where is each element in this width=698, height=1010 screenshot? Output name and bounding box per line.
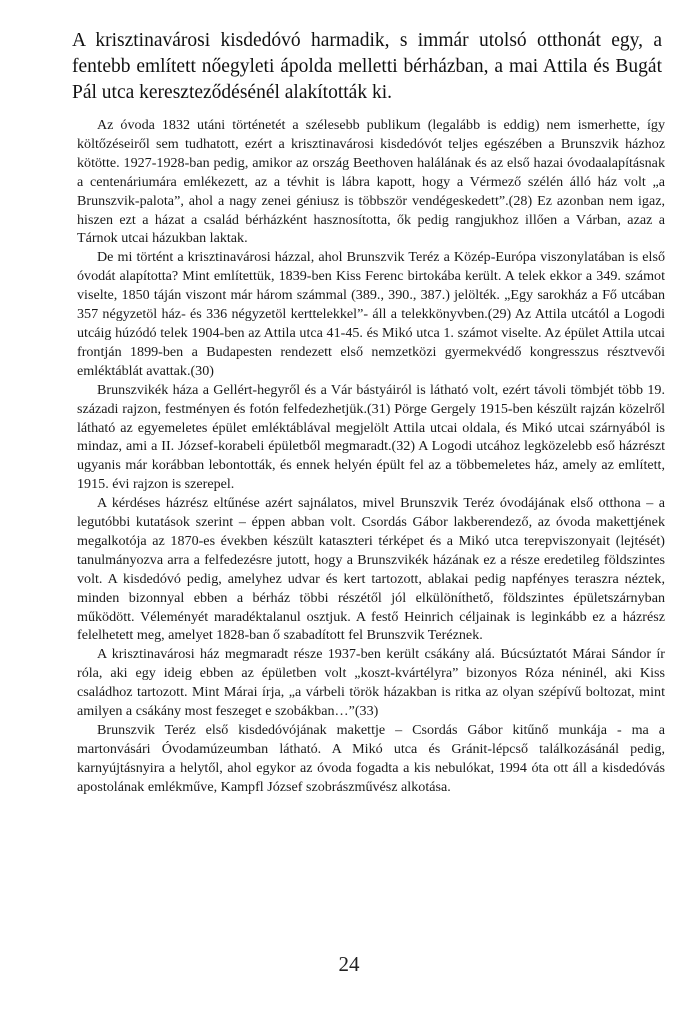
paragraph-2: De mi történt a krisztinavárosi házzal, ahol Brunszvik Teréz a Közép-Európa viszonylatában is első óvodát alapította? Mint említettük, 1839-ben Kiss Ferenc birtokába került. A telek ekkor a 349. számot viselte, 1850 táján viszont már három számmal (389., 390., 387.) jelölték. „Egy sarokház a Fő utcában 357 négyzetöl ház- és 336 négyzetöl kerttelekkel”- áll a telekkönyvben.(29) Az Attila utcától a Logodi utcáig húzódó telek 1904-ben az Attila utca 41-45. és Mikó utca 1. számot viselte. Az épület Attila utcai frontján 1899-ben a Budapesten rendezett első nemzetközi gyermekvédő kongresszus résztvevői emléktáblát avattak.(30) (77, 249, 665, 379)
page-number: 24 (338, 952, 360, 976)
paragraph-3: Brunszvikék háza a Gellért-hegyről és a Vár bástyáiról is látható volt, ezért távoli tömbjét több 19. századi rajzon, festményen és fotón felfedezhetjük.(31) Pörge Gergely 1915-ben készült rajzán közelről látható az egyemeletes épület emléktáblával megjelölt Attila utcai oldala, és Mikó utcai szárnyából is mindaz, ami a II. József-korabeli épületből megmaradt.(32) A Logodi utcához legközelebb eső házrészt ugyanis már korábban lebontották, és ennek helyén épült fel az a többemeletes ház, amely az említett, 1915. évi rajzon is szerepel. (77, 381, 665, 493)
image-caption: A krisztinavárosi kisdedóvó harmadik, s immár utolsó otthonát egy, a fentebb említett nőegyleti ápolda melletti bérházban, a mai Attila és Bugát Pál utca kereszteződésénél alakították ki. (72, 30, 662, 103)
paragraph-4: A kérdéses házrész eltűnése azért sajnálatos, mivel Brunszvik Teréz óvodájának első otthona – a legutóbbi kutatások szerint – éppen abban volt. Csordás Gábor lakberendező, az óvoda makettjének megalkotója az 1870-es években készült kataszteri térképet és a Mikó utca terepviszonyait (lejtését) tanulmányozva arra a felfedezésre jutott, hogy a Brunszvikék házának ez a része eredetileg földszintes volt. A kisdedóvó pedig, amelyhez udvar és kert tartozott, ablakai pedig napfényes teraszra néztek, minden bizonnyal ebben a bérház többi részétől jól elkülöníthető, földszintes épületszárnyban működött. Véleményét maradéktalanul osztjuk. A festő Heinrich céljainak is leginkább ez a házrész felelhetett meg, amelyet 1828-ban ő szabadított fel Brunszvik Teréznek. (77, 495, 665, 644)
body-text (77, 116, 665, 797)
paragraph-5: A krisztinavárosi ház megmaradt része 1937-ben került csákány alá. Búcsúztatót Márai Sándor ír róla, aki egy ideig ebben az épületben volt „koszt-kvártélyra” bizonyos Róza néninél, aki Kiss családhoz tartozott. Mint Márai írja, „a várbeli török házakban is ritka az olyan szépívű boltozat, mint amilyen a csákány most feszeget e szobákban…”(33) (77, 646, 665, 720)
paragraph-1: Az óvoda 1832 utáni történetét a szélesebb publikum (legalább is eddig) nem ismerhette, így költőzéseiről sem tudhatott, ezért a krisztinavárosi kisdedóvót teljes egészében a Brunszvik házhoz kötötte. 1927-1928-ban pedig, amikor az ország Beethoven halálának és az első hazai óvodaalapításnak a centenáriumára emlékezett, az a tévhit is lábra kapott, hogy a Vérmező szélén álló ház volt „a Brunszvik-palota”, ahol a nagy zenei géniusz is többször vendégeskedett”.(28) Ez azonban nem igaz, hiszen ezt a házat a család bérházként hasznosította, ők pedig rangjukhoz illően a Várban, azaz a Tárnok utcai házukban laktak. (77, 117, 665, 247)
paragraph-6: Brunszvik Teréz első kisdedóvójának makettje – Csordás Gábor kitűnő munkája - ma a martonvásári Óvodamúzeumban látható. A Mikó utca és Gránit-lépcső találkozásánál pedig, karnyújtásnyira a helytől, ahol egykor az óvoda fogadta a kis nebulókat, 1994 óta ott áll a kisdedóvás apostolának emlékműve, Kampfl József szobrászművész alkotása. (77, 722, 665, 795)
